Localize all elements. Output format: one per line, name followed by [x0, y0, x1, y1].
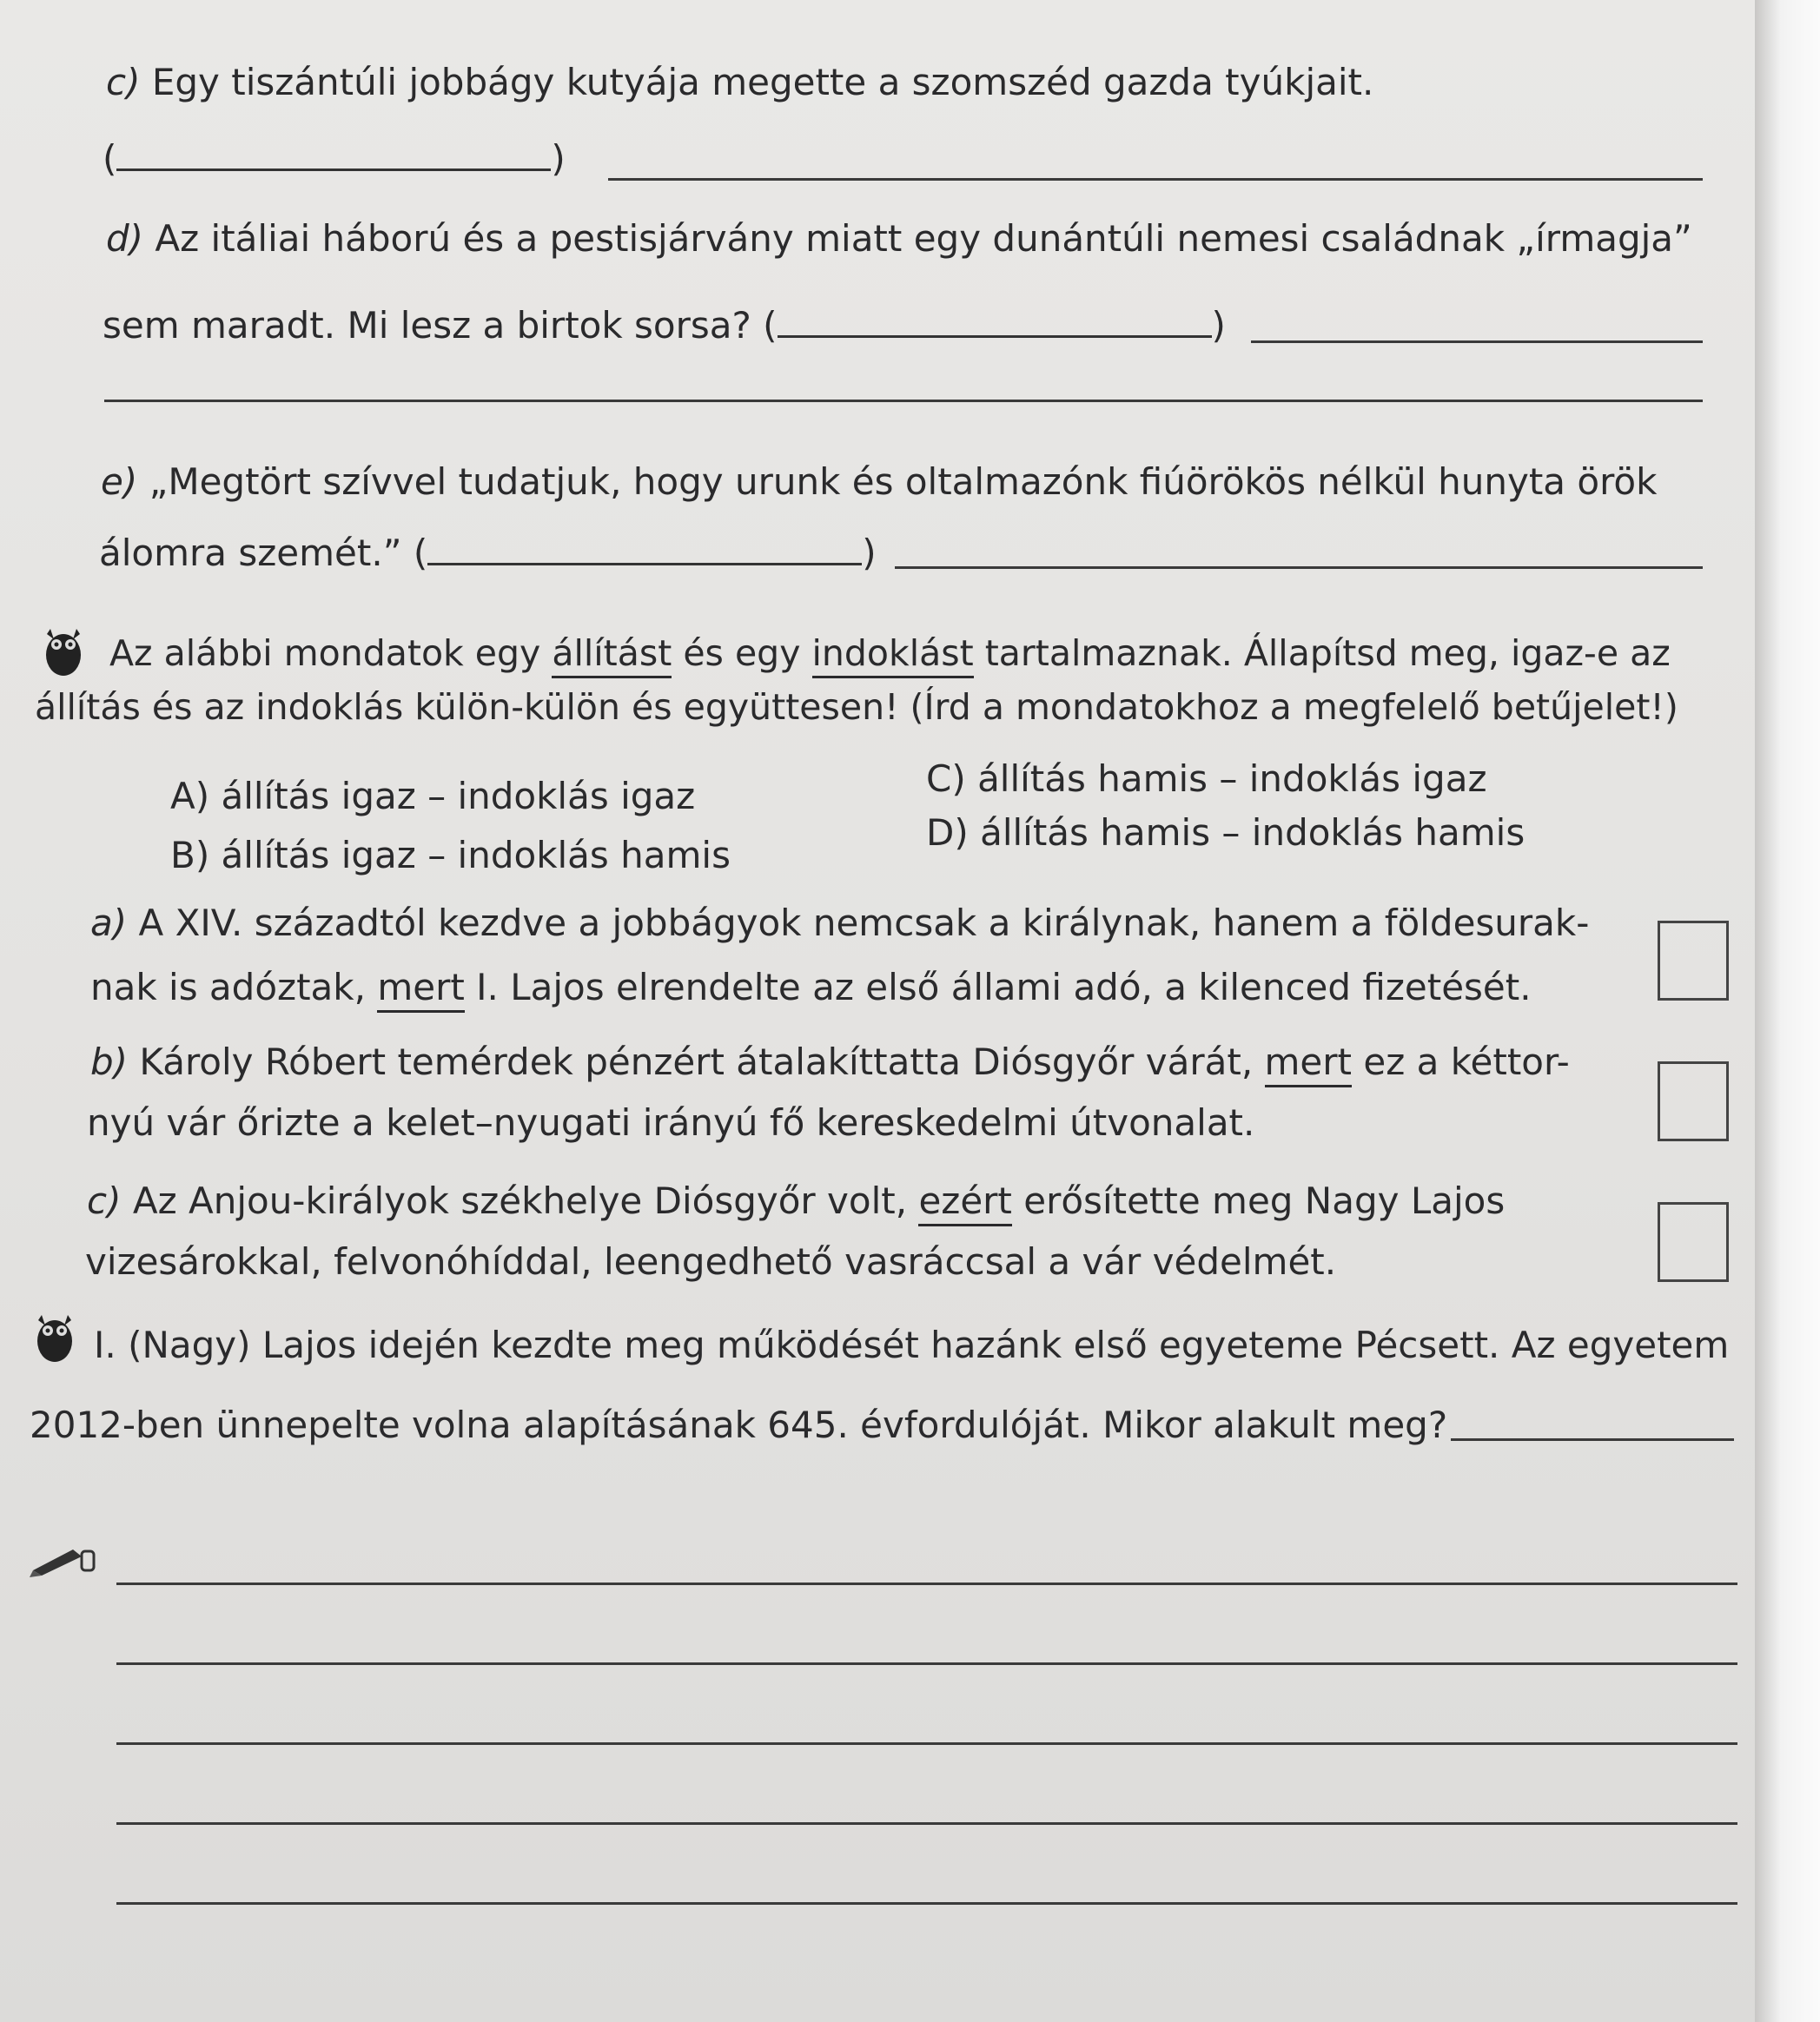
connector-mert: mert: [1265, 1041, 1353, 1087]
item-c-blank-short[interactable]: [116, 137, 551, 171]
item-c-sentence: Egy tiszántúli jobbágy kutyája megette a szomszéd gazda tyúkjait.: [151, 61, 1374, 103]
item-d-line2: [103, 304, 1226, 347]
option-b: B) állítás igaz – indoklás hamis: [170, 834, 731, 876]
reason-task-line1: [109, 632, 1671, 674]
statement-b-text3: nyú vár őrizte a kelet–nyugati irányú fő kereskedelmi útvonalat.: [87, 1101, 1255, 1144]
writing-line-3[interactable]: [116, 1742, 1737, 1745]
item-d-blank-long[interactable]: [1251, 340, 1703, 343]
paren-close: ): [862, 532, 877, 574]
statement-b-label: b): [90, 1041, 129, 1083]
item-c-blank-long[interactable]: [608, 178, 1703, 181]
statement-a-text2: nak is adóztak,: [90, 966, 378, 1008]
option-a: A) állítás igaz – indoklás igaz: [170, 775, 696, 817]
connector-ezert: ezért: [918, 1180, 1011, 1226]
reason-text-c: tartalmaznak. Állapítsd meg, igaz-e az: [973, 632, 1671, 674]
writing-line-5[interactable]: [116, 1902, 1737, 1905]
university-task-line2: [30, 1404, 1447, 1446]
university-text1: I. (Nagy) Lajos idején kezdte meg működését hazánk első egyeteme Pécsett. Az egyetem: [94, 1324, 1730, 1366]
statement-b-line1: [90, 1041, 1570, 1083]
statement-b-text2: ez a kéttor-: [1352, 1041, 1570, 1083]
statement-a-label: a): [90, 902, 128, 944]
underlined-indoklas: indoklást: [812, 632, 974, 678]
statement-a-line1: [90, 902, 1589, 944]
paren-close: ): [1211, 304, 1226, 347]
item-d-blank-line2[interactable]: [104, 400, 1703, 402]
statement-b-line2: [87, 1101, 1254, 1144]
item-e-line2: [99, 532, 877, 574]
university-task-line1: [94, 1324, 1729, 1366]
item-e-sentence: „Megtört szívvel tudatjuk, hogy urunk és oltalmazónk fiúörökös nélkül hunyta örök: [149, 460, 1658, 503]
statement-c-text2: erősítette meg Nagy Lajos: [1011, 1180, 1506, 1222]
underlined-allitas: állítást: [552, 632, 672, 678]
writing-line-4[interactable]: [116, 1822, 1737, 1825]
item-c-answer-row: [103, 137, 566, 180]
item-e-line1: [101, 460, 1657, 503]
reason-instruction: állítás és az indoklás külön-külön és együttesen! (Írd a mondatokhoz a megfelelő betűjelet!): [35, 686, 1678, 728]
answer-box-a[interactable]: [1658, 921, 1729, 1001]
option-c: C) állítás hamis – indoklás igaz: [926, 757, 1487, 800]
statement-c-text3: vizesárokkal, felvonóhíddal, leengedhető vasráccsal a vár védelmét.: [85, 1240, 1337, 1283]
university-question: 2012-ben ünnepelte volna alapításának 645. évfordulóját. Mikor alakult meg?: [30, 1404, 1448, 1446]
statement-a-text1: A XIV. századtól kezdve a jobbágyok nemcsak a királynak, hanem a földesurak-: [138, 902, 1590, 944]
option-d: D) állítás hamis – indoklás hamis: [926, 811, 1525, 854]
statement-b-text1: Károly Róbert temérdek pénzért átalakíttatta Diósgyőr várát,: [139, 1041, 1265, 1083]
statement-c-text1: Az Anjou-királyok székhelye Diósgyőr volt,: [132, 1180, 919, 1222]
item-d-line1: [106, 217, 1692, 260]
writing-line-1[interactable]: [116, 1583, 1737, 1585]
page-edge: [1755, 0, 1820, 2022]
item-c-text: [106, 61, 1373, 103]
statement-c-line2: [85, 1240, 1336, 1283]
paren-open: (: [103, 137, 117, 180]
connector-mert: mert: [377, 966, 465, 1013]
statement-c-label: c): [87, 1180, 122, 1222]
pencil-icon: [30, 1543, 99, 1577]
writing-line-2[interactable]: [116, 1662, 1737, 1665]
statement-a-line2: [90, 966, 1532, 1008]
owl-icon: [43, 627, 83, 677]
reason-task-line2: [35, 686, 1678, 728]
university-answer-blank[interactable]: [1451, 1438, 1734, 1441]
item-d-blank-short[interactable]: [778, 304, 1212, 338]
item-e-blank-short[interactable]: [427, 532, 862, 565]
reason-text-a: Az alábbi mondatok egy: [109, 632, 553, 674]
answer-box-b[interactable]: [1658, 1061, 1729, 1141]
statement-c-line1: [87, 1180, 1505, 1222]
item-d-label: d): [106, 217, 144, 260]
item-e-quote-end: álomra szemét.” (: [99, 532, 428, 574]
item-e-label: e): [101, 460, 138, 503]
item-d-question: sem maradt. Mi lesz a birtok sorsa? (: [103, 304, 778, 347]
item-e-blank-long[interactable]: [895, 566, 1703, 569]
answer-box-c[interactable]: [1658, 1202, 1729, 1282]
statement-a-text3: I. Lajos elrendelte az első állami adó, a kilenced fizetését.: [464, 966, 1532, 1008]
paren-close: ): [551, 137, 566, 180]
item-d-sentence: Az itáliai háború és a pestisjárvány miatt egy dunántúli nemesi családnak „írmagja”: [155, 217, 1692, 260]
owl-icon: [35, 1313, 75, 1364]
item-c-label: c): [106, 61, 141, 103]
reason-text-b: és egy: [672, 632, 812, 674]
